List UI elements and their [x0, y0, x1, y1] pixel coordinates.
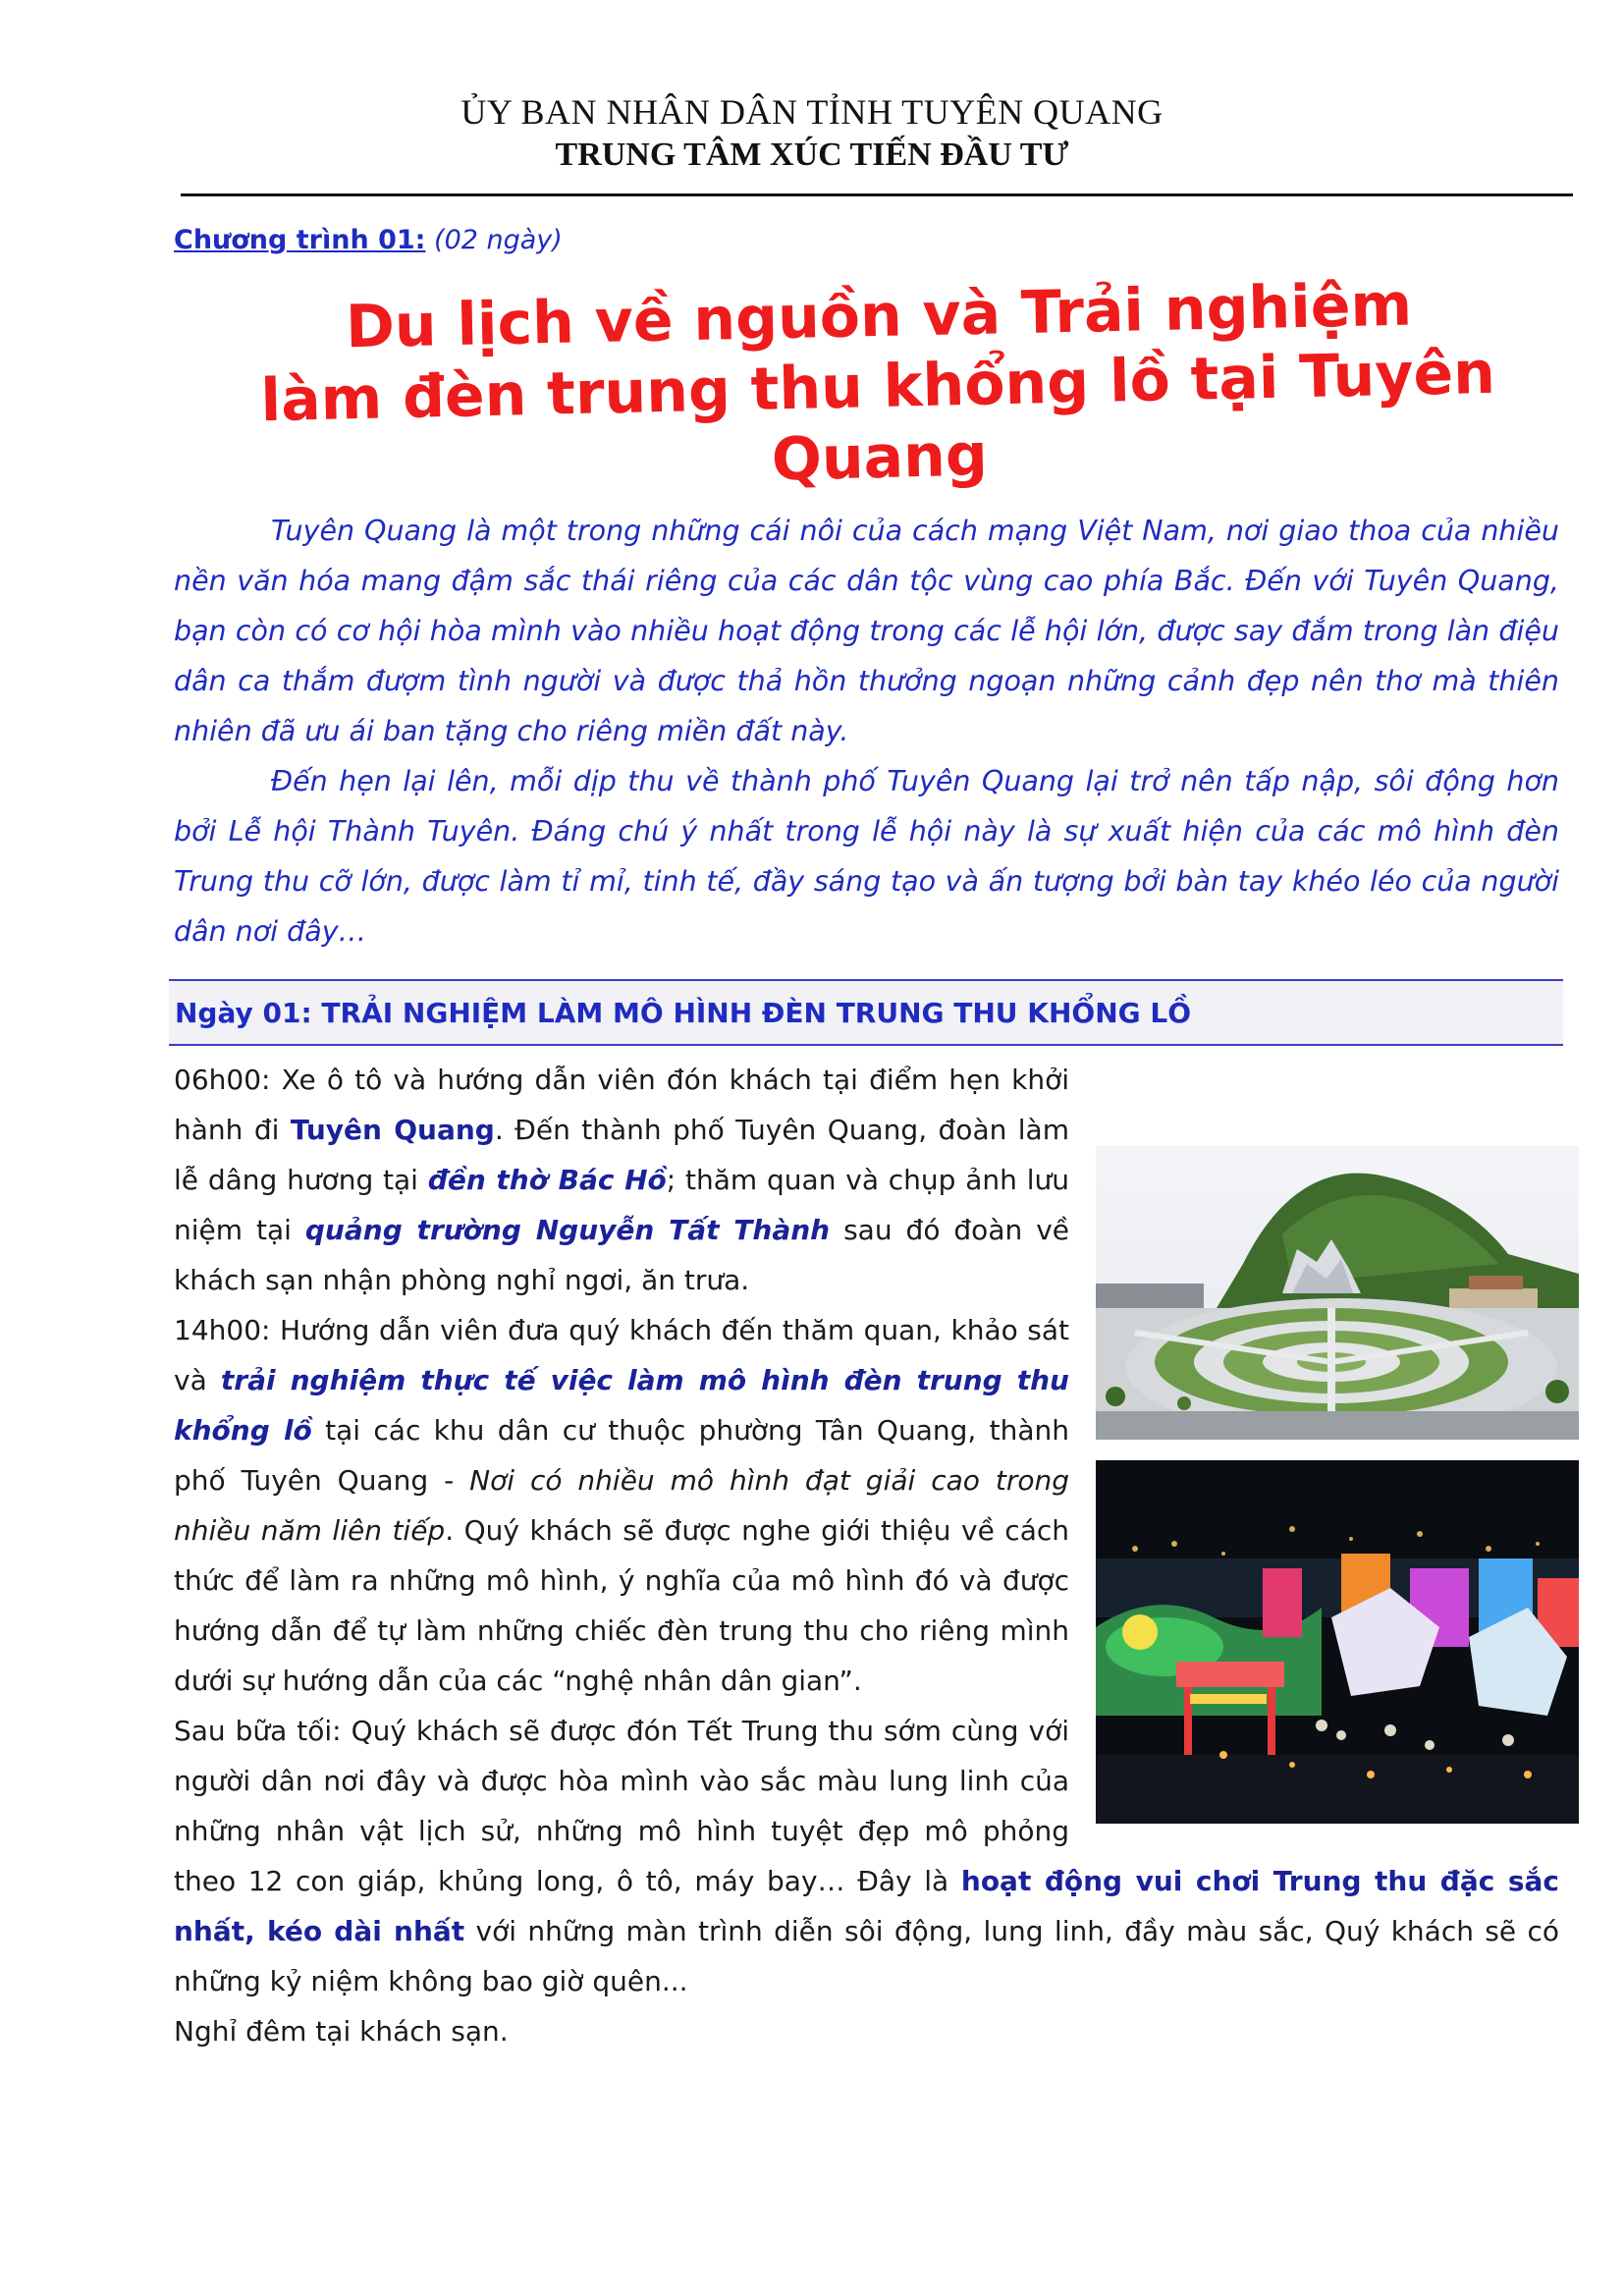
- intro-paragraph-2: Đến hẹn lại lên, mỗi dịp thu về thành phố Tuyên Quang lại trở nên tấp nập, sôi động hơn bởi Lễ hội Thành Tuyên. Đáng chú ý nhất trong lễ hội này là sự xuất hiện của các mô hình đèn Trung thu cỡ lớn, được làm tỉ mỉ, tinh tế, đầy sáng tạo và ấn tượng bởi bàn tay khéo léo của người dân nơi đây…: [174, 765, 1559, 948]
- text-run: 06h00: Xe ô tô và hướng dẫn viên đón khách tại điểm hẹn khởi hành đi: [174, 1064, 1069, 1146]
- text-run: . Đến thành phố Tuyên Quang, đoàn làm lễ dâng hương tại: [174, 1114, 1069, 1196]
- header-line-1: ỦY BAN NHÂN DÂN TỈNH TUYÊN QUANG: [460, 92, 1164, 132]
- itinerary-overnight: Nghỉ đêm tại khách sạn.: [174, 2015, 509, 2048]
- document-header: [0, 90, 1624, 177]
- lantern-festival-photo: [1096, 1460, 1579, 1824]
- highlight-experience: trải nghiệm thực tế việc làm mô hình đèn trung thu khổng lồ: [174, 1364, 1069, 1447]
- itinerary-continued: [174, 1856, 1559, 2056]
- text-run: theo 12 con giáp, khủng long, ô tô, máy bay… Đây là: [174, 1865, 961, 1897]
- day-heading-box: [169, 979, 1563, 1046]
- day-heading: Ngày 01: TRẢI NGHIỆM LÀM MÔ HÌNH ĐÈN TRUNG THU KHỔNG LỒ: [175, 997, 1192, 1029]
- italic-note: Nơi có nhiều mô hình đạt giải cao trong nhiều năm liên tiếp: [174, 1464, 1069, 1547]
- program-duration: (02 ngày): [434, 225, 563, 255]
- text-run: 14h00: Hướng dẫn viên đưa quý khách đến thăm quan, khảo sát và: [174, 1314, 1069, 1396]
- text-run: ; thăm quan và chụp ảnh lưu niệm tại: [174, 1164, 1069, 1246]
- program-line: [174, 224, 563, 257]
- itinerary-afternoon: [174, 1305, 1069, 1706]
- place-quang-truong: quảng trường Nguyễn Tất Thành: [304, 1214, 831, 1246]
- text-run: tại các khu dân cư thuộc phường Tân Quang, thành phố Tuyên Quang -: [174, 1414, 1069, 1497]
- itinerary-evening-end: [174, 1856, 1559, 2006]
- highlight-activity: hoạt động vui chơi Trung thu đặc sắc nhất, kéo dài nhất: [174, 1865, 1559, 1947]
- page-title: [147, 270, 1610, 495]
- place-den-tho: đền thờ Bác Hồ: [427, 1164, 667, 1196]
- itinerary-morning: [174, 1055, 1069, 1305]
- program-label: Chương trình 01:: [174, 225, 426, 255]
- title-line-2: làm đèn trung thu khổng lồ tại Tuyên Quang: [259, 338, 1496, 495]
- text-run: sau đó đoàn về khách sạn nhận phòng nghỉ ngơi, ăn trưa.: [174, 1214, 1069, 1296]
- intro-section: [174, 506, 1559, 957]
- itinerary-evening-start: Sau bữa tối: Quý khách sẽ được đón Tết Trung thu sớm cùng với người dân nơi đây và được hòa mình vào sắc màu lung linh của những nhân vật lịch sử, những mô hình tuyệt đẹp mô phỏng: [174, 1715, 1069, 1847]
- title-line-1: Du lịch về nguồn và Trải nghiệm: [345, 270, 1413, 362]
- itinerary-column: [174, 1055, 1069, 1856]
- square-photo: [1096, 1146, 1579, 1440]
- header-divider: [181, 193, 1573, 196]
- place-tuyen-quang: Tuyên Quang: [290, 1114, 495, 1146]
- text-run: với những màn trình diễn sôi động, lung linh, đầy màu sắc, Quý khách sẽ có những kỷ niệm không bao giờ quên...: [174, 1915, 1560, 1997]
- intro-paragraph-1: Tuyên Quang là một trong những cái nôi của cách mạng Việt Nam, nơi giao thoa của nhiều nền văn hóa mang đậm sắc thái riêng của các dân tộc vùng cao phía Bắc. Đến với Tuyên Quang, bạn còn có cơ hội hòa mình vào nhiều hoạt động trong các lễ hội lớn, được say đắm trong làn điệu dân ca thắm đượm tình người và được thả hồn thưởng ngoạn những cảnh đẹp nên thơ mà thiên nhiên đã ưu ái ban tặng cho riêng miền đất này.: [174, 515, 1559, 747]
- text-run: . Quý khách sẽ được nghe giới thiệu về cách thức để làm ra những mô hình, ý nghĩa của mô hình đó và được hướng dẫn để tự làm những chiếc đèn trung thu cho riêng mình dưới sự hướng dẫn của các “nghệ nhân dân gian”.: [174, 1514, 1069, 1697]
- header-line-2: TRUNG TÂM XÚC TIẾN ĐẦU TƯ: [555, 137, 1069, 173]
